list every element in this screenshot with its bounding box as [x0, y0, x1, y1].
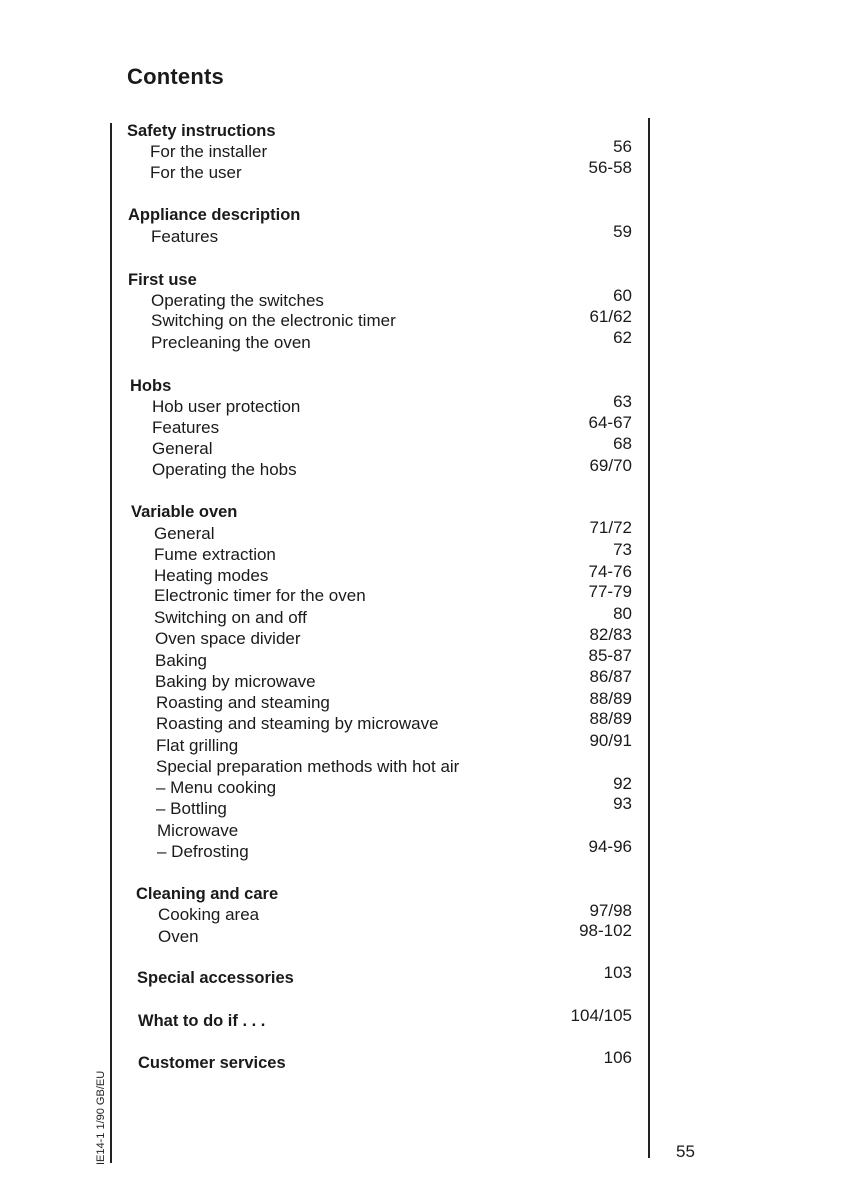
entry-page-row [0, 603, 842, 625]
entry-page-number: 61/62 [589, 307, 632, 326]
entry-page-row [0, 221, 842, 243]
entry-label: Operating the hobs [152, 460, 297, 479]
entry-page-row [0, 517, 842, 539]
entry-page-row [0, 793, 842, 815]
entry-page-row [0, 920, 842, 942]
entry-label: General [154, 524, 215, 543]
entry-page-number: 93 [613, 794, 632, 813]
entry-label: First use [128, 271, 197, 289]
entry-page-row [0, 836, 842, 858]
entry-page-row [0, 433, 842, 455]
entry-page-number: 71/72 [589, 518, 632, 537]
entry-page-row [0, 1005, 842, 1027]
entry-label: Variable oven [131, 503, 238, 521]
entry-label: Safety instructions [127, 122, 276, 140]
entry-page-row [0, 688, 842, 710]
entry-label: For the installer [150, 142, 268, 161]
entry-page-row [0, 900, 842, 922]
entry-page-row [0, 136, 842, 158]
entry-page-number: 90/91 [589, 731, 632, 750]
entry-page-number: 68 [613, 434, 632, 453]
entry-page-number: 62 [613, 328, 632, 347]
entry-label: Electronic timer for the oven [154, 586, 366, 605]
entry-page-row [0, 962, 842, 984]
entry-label: Oven [158, 927, 199, 946]
entry-page-row [0, 391, 842, 413]
entry-page-row [0, 412, 842, 434]
document-code: IE14-1 1/90 GB/EU [95, 1070, 107, 1165]
entry-label: Cleaning and care [136, 885, 279, 903]
entry-page-row [0, 1047, 842, 1069]
entry-page-number: 59 [613, 222, 632, 241]
entry-label: Flat grilling [156, 736, 239, 755]
entry-label: Fume extraction [154, 545, 276, 564]
entry-label: Special accessories [137, 969, 294, 987]
entry-page-row [0, 306, 842, 328]
entry-page-row [0, 561, 842, 583]
entry-page-row [0, 708, 842, 730]
entry-label: – Menu cooking [156, 778, 277, 797]
entry-page-number: 88/89 [589, 689, 632, 708]
entry-label: Baking by microwave [155, 672, 316, 691]
entry-page-number: 97/98 [589, 901, 632, 920]
entry-page-number: 64-67 [588, 413, 632, 432]
entry-label: Features [152, 418, 220, 437]
entry-page-row [0, 455, 842, 477]
entry-page-number: 103 [603, 963, 632, 982]
entry-label: Heating modes [154, 566, 269, 585]
entry-page-row [0, 730, 842, 752]
entry-page-number: 92 [613, 774, 632, 793]
entry-label: Baking [155, 651, 207, 670]
entry-page-number: 63 [613, 392, 632, 411]
entry-label: Switching on the electronic timer [151, 311, 396, 330]
entry-label: General [152, 439, 213, 458]
entry-label: For the user [150, 163, 242, 182]
entry-page-number: 106 [603, 1048, 632, 1067]
entry-label: Microwave [157, 821, 239, 840]
entry-label: Appliance description [128, 206, 301, 224]
entry-label: Customer services [138, 1054, 286, 1072]
entry-page-row [0, 666, 842, 688]
entry-label: Precleaning the oven [151, 333, 311, 352]
entry-page-number: 69/70 [589, 456, 632, 475]
entry-label: Hob user protection [152, 397, 301, 416]
entry-label: Cooking area [158, 905, 260, 924]
entry-label: Roasting and steaming by microwave [156, 714, 439, 733]
entry-label: Switching on and off [154, 608, 307, 627]
entry-label: Oven space divider [155, 629, 301, 648]
entry-label: Special preparation methods with hot air [156, 757, 460, 776]
entry-page-number: 56 [613, 137, 632, 156]
entry-page-row [0, 773, 842, 795]
entry-page-number: 86/87 [589, 667, 632, 686]
entry-page-row [0, 285, 842, 307]
entry-label: Roasting and steaming [156, 693, 330, 712]
entry-page-number: 73 [613, 540, 632, 559]
entry-page-number: 80 [613, 604, 632, 623]
entry-page-row [0, 157, 842, 179]
entry-label: Operating the switches [151, 291, 324, 310]
entry-page-number: 77-79 [588, 582, 632, 601]
entry-label: Hobs [130, 377, 172, 395]
entry-page-number: 88/89 [589, 709, 632, 728]
page-number: 55 [676, 1142, 695, 1161]
entry-label: Features [151, 227, 219, 246]
entry-page-number: 74-76 [588, 562, 632, 581]
entry-page-number: 82/83 [589, 625, 632, 644]
entry-page-row [0, 581, 842, 603]
entry-label: What to do if . . . [138, 1012, 266, 1030]
entry-page-number: 85-87 [588, 646, 632, 665]
entry-page-number: 104/105 [570, 1006, 632, 1025]
entry-label: – Defrosting [157, 842, 249, 861]
entry-page-number: 94-96 [588, 837, 632, 856]
entry-page-number: 56-58 [588, 158, 632, 177]
entry-page-number: 98-102 [579, 921, 632, 940]
entry-page-row [0, 539, 842, 561]
entry-page-row [0, 624, 842, 646]
entry-page-row [0, 645, 842, 667]
page-title: Contents [127, 64, 224, 89]
entry-label: – Bottling [156, 799, 227, 818]
entry-page-row [0, 327, 842, 349]
entry-page-number: 60 [613, 286, 632, 305]
